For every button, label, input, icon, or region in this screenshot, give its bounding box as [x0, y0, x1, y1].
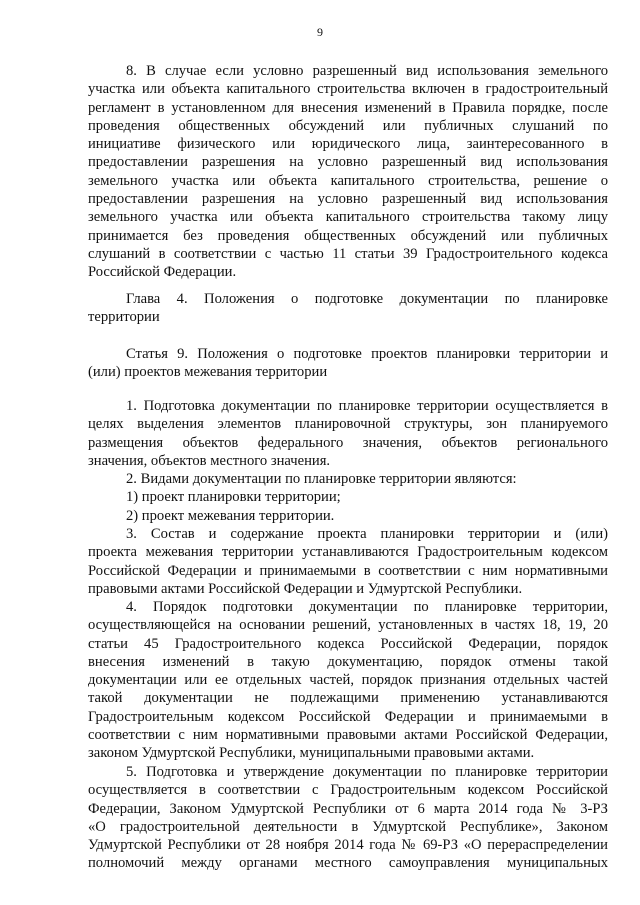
paragraph-1: 1. Подготовка документации по планировке территории осуществляется в целях выделения элементов планировочной структуры, зон планируемого размещения объектов федерального значения, объектов регионального значения, объектов местного значения.	[88, 398, 608, 469]
list-item: 1) проект планировки территории;	[126, 489, 341, 506]
paragraph-3: 3. Состав и содержание проекта планировки территории и (или) проекта межевания территории устанавливаются Градостроительным кодексом Российской Федерации и принимаемыми в соответствии с ним нормативными правовыми актами Российской Федерации и Удмуртской Республики.	[88, 526, 608, 597]
paragraph-8: 8. В случае если условно разрешенный вид использования земельного участка или объекта капитального строительства включен в градостроительный регламент в установленном для внесения изменений в Правила порядке, после проведения общественных обсуждений или публичных слушаний по инициативе физического или юридического лица, заинтересованного в предоставлении разрешения на условно разрешенный вид использования земельного участка или объекта капитального строительства, решение о предоставлении разрешения на условно разрешенный вид использования земельного участка или объекта капитального строительства такому лицу принимается без проведения общественных обсуждений или публичных слушаний в соответствии с частью 11 статьи 39 Градостроительного кодекса Российской Федерации.	[88, 63, 608, 281]
list-item: 2) проект межевания территории.	[126, 507, 335, 524]
paragraph-4: 4. Порядок подготовки документации по планировке территории, осуществляющейся на основании решений, установленных в частях 18, 19, 20 статьи 45 Градостроительного кодекса Российской Федерации, порядок внесения изменений в такую документацию, порядок отмены такой документации или ее отдельных частей, порядок признания отдельных частей такой документации не подлежащими применению устанавливаются Градостроительным кодексом Российской Федерации и принимаемыми в соответствии с ним нормативными правовыми актами Российской Федерации, законом Удмуртской Республики, муниципальными правовыми актами.	[88, 599, 608, 762]
chapter-heading: Глава 4. Положения о подготовке документации по планировке территории	[88, 291, 608, 326]
paragraph-5: 5. Подготовка и утверждение документации по планировке территории осуществляется в соответствии с Градостроительным кодексом Российской Федерации, Законом Удмуртской Республики от 6 марта 2014 года № 3-РЗ «О градостроительной деятельности в Удмуртской Республике», Законом Удмуртской Республики от 28 ноября 2014 года № 69-РЗ «О перераспределении полномочий между органами местного самоуправления муниципальных	[88, 764, 608, 872]
article-heading: Статья 9. Положения о подготовке проектов планировки территории и (или) проектов межевания территории	[88, 346, 608, 381]
page-number: 9	[317, 25, 323, 39]
paragraph-2: 2. Видами документации по планировке территории являются: 1) проект планировки территории; 2) проект межевания территории.	[88, 470, 608, 525]
